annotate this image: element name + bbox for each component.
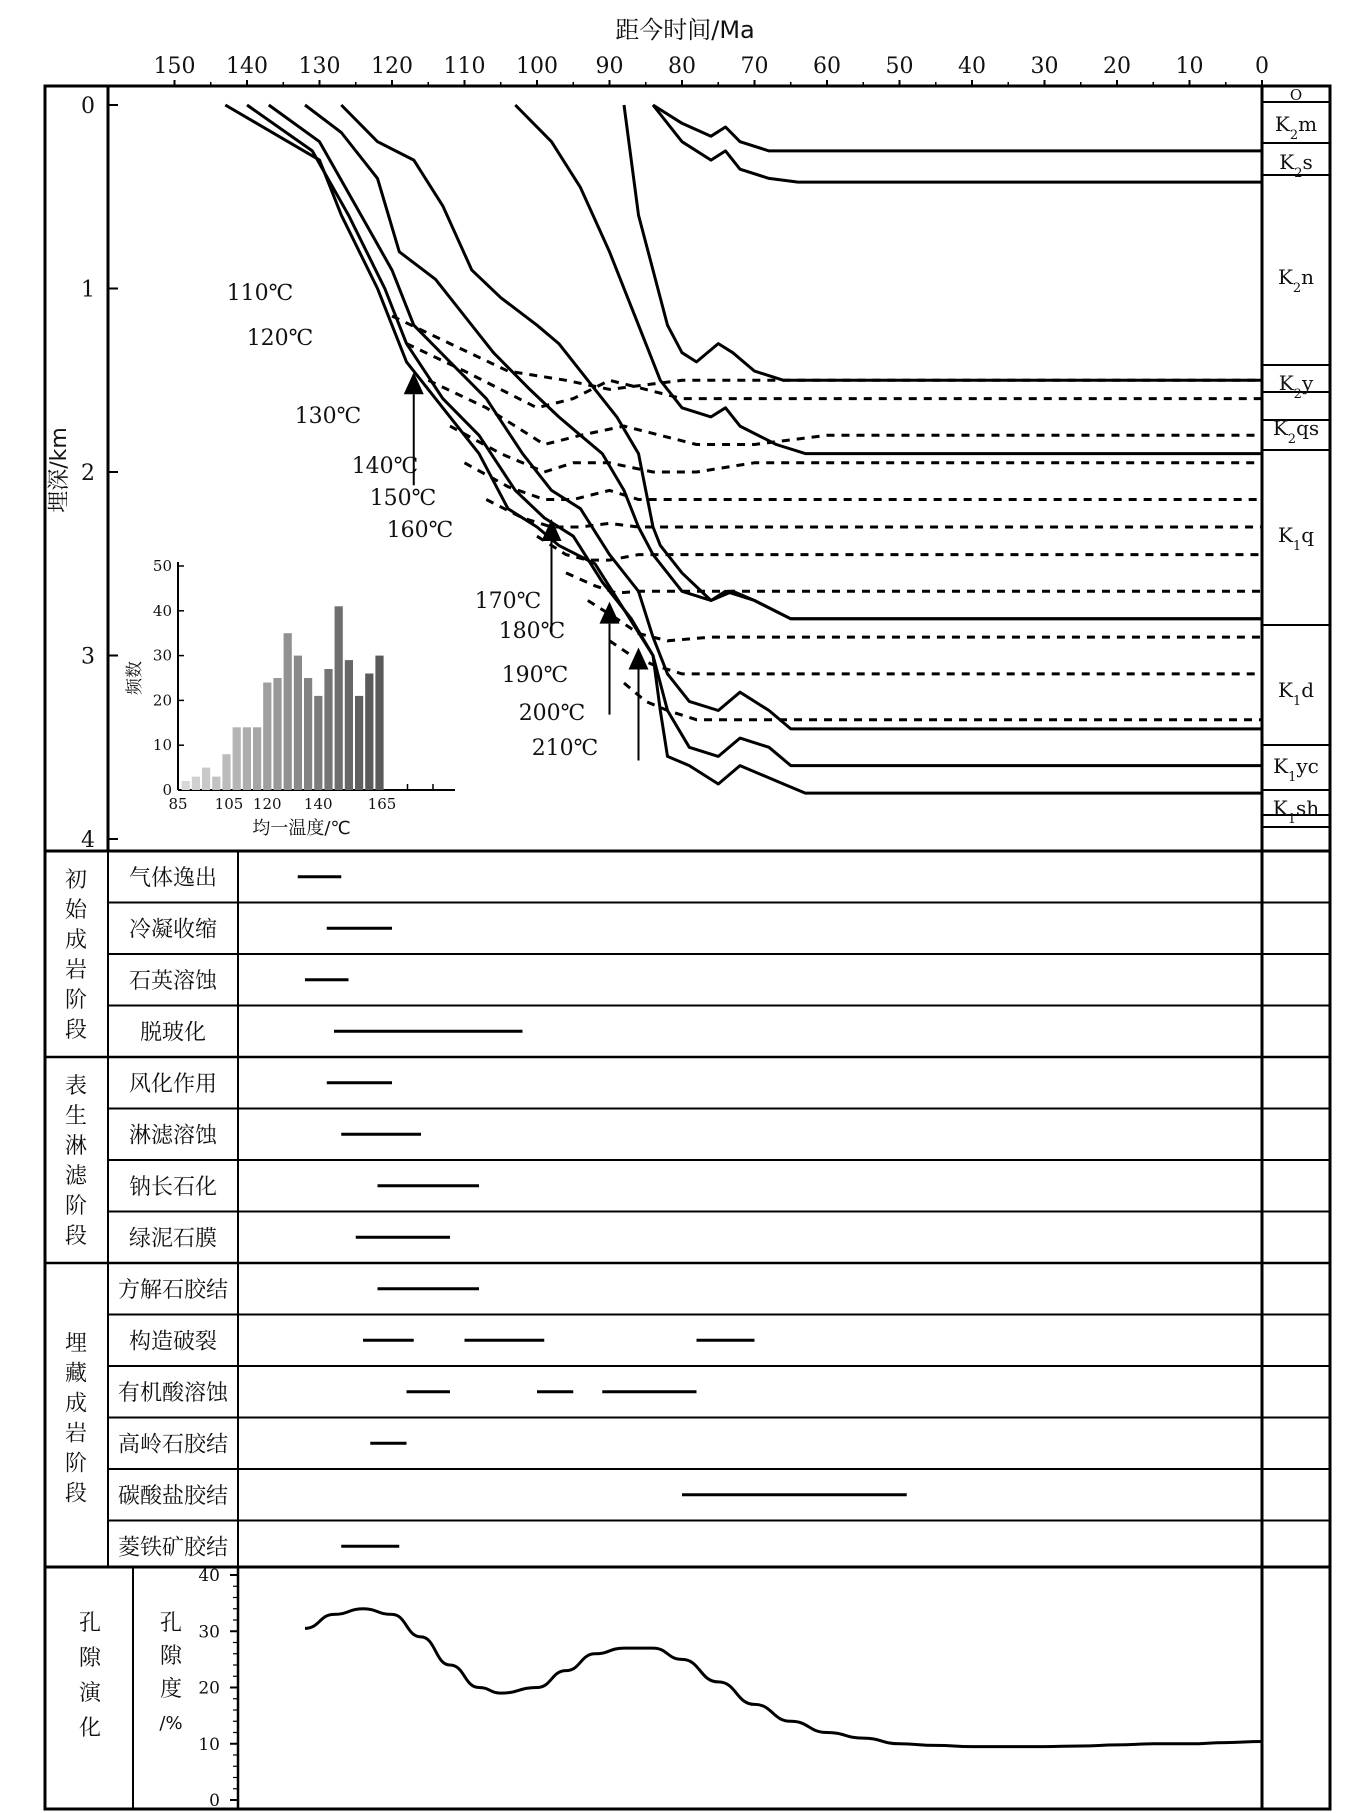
histogram-bar	[375, 656, 383, 790]
porosity-panel	[79, 1566, 1262, 1811]
histogram-bar	[222, 754, 230, 790]
isotherm-label: 120℃	[246, 326, 314, 351]
event-label: 钠长石化	[128, 1174, 218, 1200]
stage-label-char: 段	[64, 1224, 88, 1249]
burial-curve-c6	[515, 105, 1262, 454]
isotherm	[392, 316, 1262, 389]
isotherm-label: 150℃	[369, 486, 437, 511]
time-tick-label: 110	[443, 54, 486, 79]
histogram-y-tick-label: 20	[152, 691, 172, 710]
histogram-bar	[335, 606, 343, 790]
event-label: 有机酸溶蚀	[117, 1380, 229, 1406]
porosity-y-tick-label: 20	[198, 1678, 220, 1699]
inclusion-marker	[542, 519, 562, 541]
strata-column	[1262, 86, 1330, 827]
strata-label: $K_2m$	[1274, 112, 1318, 143]
histogram-y-tick-label: 0	[162, 781, 172, 799]
time-axis	[154, 54, 1270, 86]
stage-label-char: 岩	[64, 958, 88, 983]
depth-axis-label: 埋深/km	[47, 427, 72, 513]
histogram-bar	[284, 633, 292, 790]
event-label: 绿泥石膜	[128, 1226, 218, 1252]
isotherm	[588, 601, 1262, 641]
stage-label-char: 成	[64, 1391, 88, 1417]
histogram-bar	[304, 678, 312, 790]
burial-curve-c8	[653, 105, 1262, 151]
porosity-ylabel-char: 隙	[159, 1644, 183, 1669]
histogram-bar	[192, 777, 200, 790]
porosity-y-tick-label: 10	[198, 1734, 220, 1755]
histogram-bar	[243, 727, 251, 790]
time-tick-label: 10	[1175, 54, 1204, 79]
histogram-x-tick-label: 105	[214, 795, 244, 813]
depth-tick-label: 1	[81, 277, 95, 303]
strata-label: $K_2y$	[1278, 371, 1314, 402]
histogram-bar	[182, 781, 190, 790]
burial-curve-c2	[247, 105, 1262, 766]
porosity-curve	[305, 1609, 1262, 1747]
time-tick-label: 70	[740, 54, 769, 79]
homogenization-histogram	[125, 557, 455, 839]
histogram-x-tick-label: 120	[252, 795, 282, 813]
isotherm-label: 110℃	[226, 281, 294, 306]
time-tick-label: 130	[298, 54, 341, 79]
histogram-bar	[212, 777, 220, 790]
histogram-x-tick-label: 165	[367, 795, 397, 813]
time-tick-label: 80	[668, 54, 696, 79]
isotherm	[486, 500, 1262, 528]
stage-label-char: 藏	[64, 1361, 88, 1387]
histogram-x-tick-label: 85	[168, 795, 188, 813]
event-label: 气体逸出	[128, 865, 218, 891]
porosity-label-char: 化	[78, 1716, 102, 1741]
histogram-x-tick-label: 140	[303, 795, 333, 813]
inclusion-marker	[629, 648, 649, 670]
histogram-bar	[294, 656, 302, 790]
isotherm-label: 160℃	[386, 518, 454, 543]
porosity-label-char: 孔	[78, 1611, 102, 1636]
stage-label-char: 阶	[64, 988, 88, 1013]
isotherm-label: 210℃	[531, 736, 599, 761]
strata-label: $K_1sh$	[1272, 796, 1320, 827]
event-label: 冷凝收缩	[128, 917, 218, 943]
porosity-label-char: 演	[78, 1681, 102, 1706]
stage-label-char: 淋	[64, 1134, 88, 1159]
histogram-bar	[355, 696, 363, 790]
time-tick-label: 100	[516, 54, 558, 79]
stage-label-char: 段	[64, 1481, 88, 1507]
histogram-bar	[324, 669, 332, 790]
histogram-y-tick-label: 30	[152, 646, 172, 665]
stage-label-char: 滤	[64, 1164, 88, 1189]
stage-label-char: 阶	[64, 1451, 88, 1477]
burial-curve-c7	[624, 105, 1262, 380]
stage-label-char: 段	[64, 1018, 88, 1043]
event-label: 碳酸盐胶结	[117, 1483, 229, 1509]
porosity-ylabel-char: 度	[159, 1677, 183, 1702]
isotherm-label: 190℃	[501, 663, 569, 688]
time-tick-label: 20	[1103, 54, 1131, 79]
porosity-y-tick-label: 30	[198, 1622, 220, 1643]
histogram-bar	[345, 660, 353, 790]
time-tick-label: 140	[226, 54, 268, 79]
strata-label: $K_2n$	[1277, 265, 1315, 296]
porosity-ylabel-char: 孔	[159, 1611, 183, 1636]
histogram-bar	[273, 678, 281, 790]
time-tick-label: 40	[958, 54, 986, 79]
time-tick-label: 30	[1030, 54, 1059, 79]
isotherm-label: 170℃	[474, 589, 542, 614]
strata-label: $K_1d$	[1277, 678, 1315, 709]
histogram-x-label: 均一温度/℃	[252, 818, 351, 839]
strata-label: $K_1q$	[1277, 523, 1315, 554]
isotherm-label: 200℃	[518, 701, 586, 726]
strata-label: $K_1yc$	[1273, 754, 1319, 785]
time-tick-label: 90	[595, 54, 624, 79]
time-tick-label: 150	[153, 54, 196, 79]
isotherm	[465, 463, 1263, 500]
event-label: 风化作用	[128, 1071, 218, 1097]
event-label: 菱铁矿胶结	[117, 1535, 229, 1561]
depth-tick-label: 2	[81, 461, 95, 486]
depth-tick-label: 4	[81, 828, 95, 853]
stage-label-char: 阶	[64, 1194, 88, 1219]
porosity-y-tick-label: 0	[209, 1791, 220, 1811]
stage-label-char: 初	[64, 868, 88, 893]
time-tick-label: 60	[813, 54, 841, 79]
event-label: 淋滤溶蚀	[128, 1123, 218, 1149]
histogram-bar	[202, 768, 210, 790]
stage-label-char: 生	[64, 1104, 88, 1129]
event-label: 方解石胶结	[117, 1277, 229, 1303]
chart-title: 距今时间/Ma	[615, 16, 755, 44]
diagenesis-table	[45, 851, 1330, 1567]
stage-label-char: 成	[64, 928, 88, 953]
histogram-y-label: 频数	[125, 661, 145, 695]
histogram-bar	[233, 727, 241, 790]
strata-label: $K_2s$	[1279, 150, 1313, 181]
histogram-bar	[253, 727, 261, 790]
isotherm	[450, 426, 1262, 472]
strata-label: $K_2qs$	[1272, 416, 1320, 447]
isotherm-label: 140℃	[351, 454, 419, 479]
event-label: 构造破裂	[128, 1329, 218, 1355]
histogram-bar	[314, 696, 322, 790]
histogram-bar	[365, 674, 373, 791]
porosity-ylabel-char: /%	[159, 1713, 183, 1734]
porosity-y-tick-label: 40	[198, 1566, 220, 1586]
porosity-label-char: 隙	[78, 1646, 102, 1671]
isotherm-label: 180℃	[498, 619, 566, 644]
histogram-bar	[263, 683, 271, 791]
strata-top-label: O	[1289, 86, 1303, 104]
isotherm	[610, 641, 1263, 674]
histogram-y-tick-label: 50	[152, 557, 172, 575]
stage-label-char: 埋	[64, 1331, 88, 1357]
event-label: 高岭石胶结	[117, 1432, 229, 1458]
histogram-y-tick-label: 10	[152, 736, 172, 755]
isotherm	[624, 683, 1262, 720]
histogram-y-tick-label: 40	[152, 601, 172, 620]
depth-tick-label: 0	[81, 94, 95, 119]
stage-label-char: 表	[64, 1074, 88, 1099]
event-label: 石英溶蚀	[128, 968, 218, 994]
stage-label-char: 岩	[64, 1421, 88, 1447]
stage-label-char: 始	[64, 898, 88, 923]
inclusion-marker	[600, 602, 620, 624]
time-tick-label: 50	[885, 54, 914, 79]
isotherm-label: 130℃	[294, 404, 362, 429]
time-tick-label: 0	[1255, 54, 1269, 79]
depth-tick-label: 3	[81, 644, 95, 670]
event-label: 脱玻化	[139, 1020, 207, 1046]
inclusion-marker	[404, 372, 424, 394]
burial-curve-c3	[269, 105, 1262, 729]
time-tick-label: 120	[371, 54, 413, 79]
